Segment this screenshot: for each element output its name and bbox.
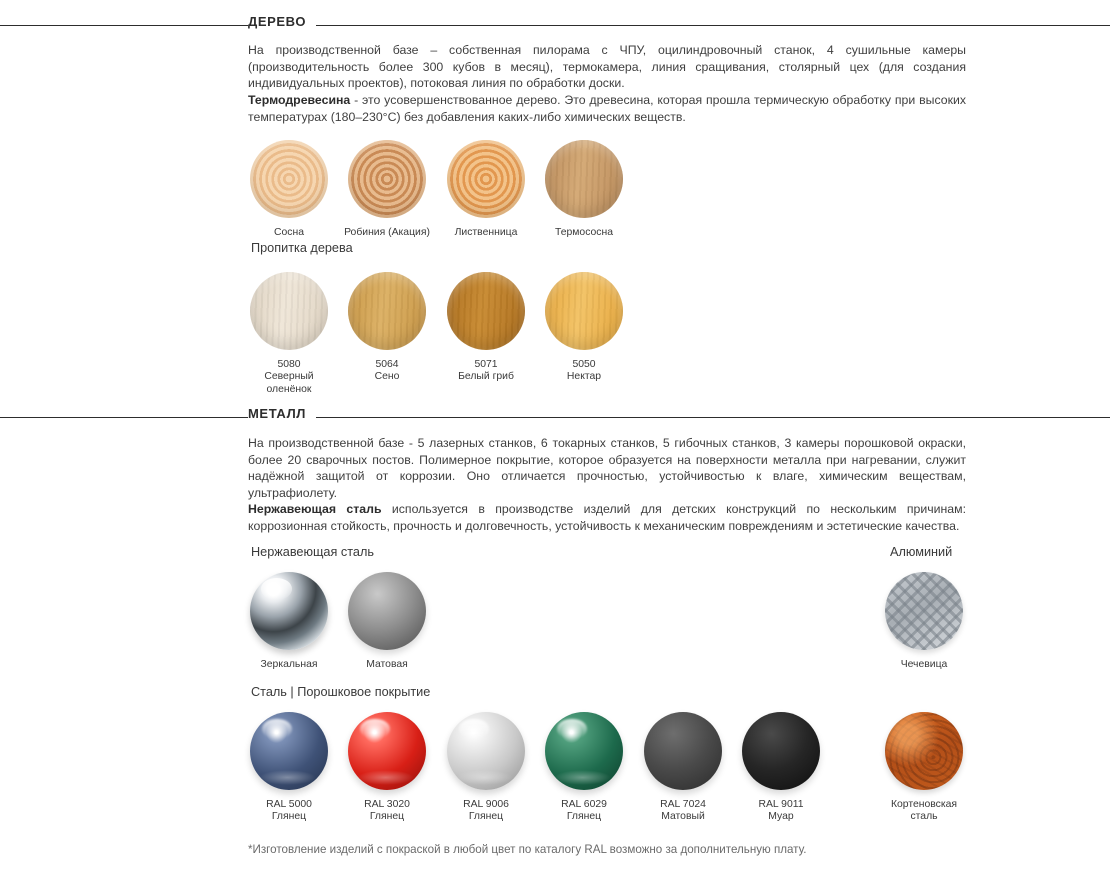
- impregnation-disc-5071: [447, 272, 525, 350]
- swatch-corten-steel[interactable]: [875, 712, 973, 824]
- powder-ball-ral-3020: [348, 712, 426, 790]
- wood-disc-robinia: [348, 140, 426, 218]
- divider-line: [0, 25, 1110, 26]
- metal-paragraph-2: [248, 501, 966, 534]
- swatch-label: Робиния (Акация): [344, 227, 430, 238]
- swatch-finish: Матовый: [661, 811, 705, 823]
- swatch-impregnation-5064[interactable]: [338, 272, 436, 384]
- swatch-label: [338, 799, 436, 824]
- swatch-code: Кортеновская: [890, 799, 958, 810]
- swatch-label: [240, 359, 338, 396]
- divider-line: [0, 417, 1110, 418]
- swatch-ral-5000[interactable]: [240, 712, 338, 824]
- swatch-ral-7024[interactable]: [634, 712, 732, 824]
- swatch-label: [535, 799, 633, 824]
- swatch-stainless-mirror[interactable]: [240, 572, 338, 671]
- impregnation-disc-5080: [250, 272, 328, 350]
- stainless-ball-mirror: [250, 572, 328, 650]
- subheading-stainless: Нержавеющая сталь: [251, 545, 374, 559]
- swatch-label: [338, 359, 436, 384]
- swatch-aluminium-chechevica[interactable]: [875, 572, 973, 671]
- swatch-label: Матовая: [366, 659, 408, 670]
- swatch-label: [240, 799, 338, 824]
- swatch-code: RAL 6029: [561, 799, 607, 810]
- swatch-code: RAL 3020: [364, 799, 410, 810]
- impregnation-disc-5050: [545, 272, 623, 350]
- swatch-label: [437, 359, 535, 384]
- wood-disc-listvennica: [447, 140, 525, 218]
- section-header-wood: [0, 14, 1110, 38]
- section-header-metal: [0, 406, 1110, 430]
- swatch-name-line2: оленёнок: [266, 383, 312, 395]
- swatch-label: Лиственница: [454, 227, 518, 238]
- subheading-impregnation: Пропитка дерева: [251, 241, 353, 255]
- powder-ball-ral-5000: [250, 712, 328, 790]
- swatch-wood-sosna[interactable]: [240, 140, 338, 239]
- metal-paragraph-2-rest: используется в производстве изделий для детских конструкций по нескольким причинам: коррозионная стойкость, прочность и долговечность, устойчивость к механическим повреждениям и эстетические качества.: [248, 502, 967, 533]
- swatch-label: Зеркальная: [260, 659, 318, 670]
- swatch-label: [875, 799, 973, 824]
- swatch-label: Сосна: [274, 227, 304, 238]
- swatch-name-line1: Белый гриб: [458, 371, 514, 383]
- swatch-finish: Муар: [768, 811, 794, 823]
- swatch-code: RAL 7024: [660, 799, 706, 810]
- swatch-code: 5050: [572, 359, 596, 370]
- stainless-ball-matte: [348, 572, 426, 650]
- swatch-label: [437, 799, 535, 824]
- swatch-code: RAL 9011: [758, 799, 804, 810]
- swatch-finish: Глянец: [369, 811, 405, 823]
- metal-paragraph-2-lead: Нержавеющая сталь: [248, 502, 382, 516]
- swatch-code: 5080: [277, 359, 301, 370]
- powder-ball-ral-9006: [447, 712, 525, 790]
- aluminium-disc-chechevica: [885, 572, 963, 650]
- swatch-stainless-matte[interactable]: [338, 572, 436, 671]
- swatch-code: RAL 5000: [266, 799, 312, 810]
- swatch-ral-3020[interactable]: [338, 712, 436, 824]
- swatch-finish: Глянец: [468, 811, 504, 823]
- footnote-ral: *Изготовление изделий с покраской в любой цвет по каталогу RAL возможно за дополнительную плату.: [248, 843, 807, 856]
- metal-paragraph-1: На производственной базе - 5 лазерных станков, 6 токарных станков, 5 гибочных станков, 3 камеры порошковой окраски, более 20 сварочных постов. Полимерное покрытие, которое образуется на поверхности металла при нагревании, служит надёжной защитой от коррозии. Оно отличается прочностью, устойчивостью к влаге, химическим веществам, ультрафиолету.: [248, 436, 966, 500]
- swatch-ral-9006[interactable]: [437, 712, 535, 824]
- swatch-name-line1: Северный: [264, 371, 314, 383]
- swatch-code: 5071: [474, 359, 498, 370]
- swatch-label: [634, 799, 732, 824]
- wood-paragraph-2-lead: Термодревесина: [248, 93, 351, 107]
- swatch-finish: Глянец: [566, 811, 602, 823]
- subheading-aluminium: Алюминий: [890, 545, 953, 559]
- swatch-finish: сталь: [910, 811, 938, 823]
- wood-disc-sosna: [250, 140, 328, 218]
- powder-disc-corten: [885, 712, 963, 790]
- swatch-wood-termososna[interactable]: [535, 140, 633, 239]
- swatch-impregnation-5080[interactable]: [240, 272, 338, 396]
- section-title-metal: МЕТАЛЛ: [248, 406, 316, 421]
- swatch-code: 5064: [375, 359, 399, 370]
- swatch-ral-9011[interactable]: [732, 712, 830, 824]
- swatch-label: Термососна: [554, 227, 614, 238]
- swatch-label: Чечевица: [900, 659, 948, 670]
- wood-paragraph-2-rest: - это усовершенствованное дерево. Это древесина, которая прошла термическую обработку при высоких температурах (180–230°С) без добавления каких-либо химических веществ.: [248, 93, 966, 124]
- swatch-label: [732, 799, 830, 824]
- impregnation-disc-5064: [348, 272, 426, 350]
- swatch-wood-robinia[interactable]: [338, 140, 436, 239]
- wood-paragraph-1: На производственной базе – собственная пилорама с ЧПУ, оцилиндровочный станок, 4 сушильные камеры (производительность более 300 кубов в месяц), термокамера, линия сращивания, столярный цех (для создания индивидуальных проектов), потоковая линия по обработки доски.: [248, 43, 966, 91]
- powder-ball-ral-6029: [545, 712, 623, 790]
- powder-ball-ral-9011: [742, 712, 820, 790]
- swatch-impregnation-5071[interactable]: [437, 272, 535, 384]
- swatch-finish: Глянец: [271, 811, 307, 823]
- swatch-impregnation-5050[interactable]: [535, 272, 633, 384]
- swatch-wood-listvennica[interactable]: [437, 140, 535, 239]
- wood-paragraph-2: [248, 92, 966, 125]
- powder-ball-ral-7024: [644, 712, 722, 790]
- swatch-name-line1: Нектар: [566, 371, 602, 383]
- subheading-powder-coating: Сталь | Порошковое покрытие: [251, 685, 431, 699]
- swatch-name-line1: Сено: [374, 371, 400, 383]
- swatch-code: RAL 9006: [463, 799, 509, 810]
- wood-disc-termososna: [545, 140, 623, 218]
- section-title-wood: ДЕРЕВО: [248, 14, 316, 29]
- swatch-label: [535, 359, 633, 384]
- swatch-ral-6029[interactable]: [535, 712, 633, 824]
